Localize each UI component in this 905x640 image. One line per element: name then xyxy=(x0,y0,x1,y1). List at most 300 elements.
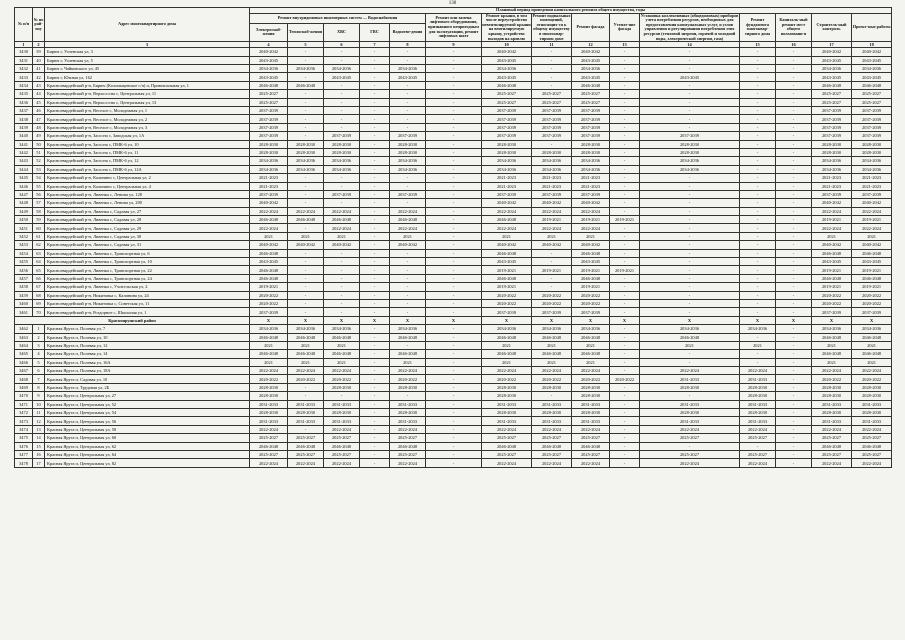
table-row xyxy=(15,199,892,207)
table-cell: - xyxy=(740,165,776,173)
table-cell: 2034-2036 xyxy=(640,325,740,333)
table-cell: - xyxy=(740,56,776,64)
table-cell: 2037-2039 xyxy=(572,132,610,140)
table-cell: 2028-2030 xyxy=(324,383,360,391)
table-cell: - xyxy=(532,274,572,282)
table-cell: 4 xyxy=(33,350,45,358)
table-cell: - xyxy=(360,383,390,391)
table-cell: 2046-2048 xyxy=(250,216,288,224)
table-cell: 8 xyxy=(33,383,45,391)
table-cell: 2043-2045 xyxy=(482,56,532,64)
table-cell: 2034-2036 xyxy=(288,65,324,73)
table-cell: - xyxy=(610,308,640,316)
table-cell: - xyxy=(324,106,360,114)
address-cell: Красногвардейский р-н, Ливенка с, Учительская ул, 2 xyxy=(45,283,250,291)
table-cell: - xyxy=(640,358,740,366)
table-cell: 2040-2042 xyxy=(572,199,610,207)
table-cell: 2022-2024 xyxy=(482,207,532,215)
table-cell: - xyxy=(640,90,740,98)
address-cell: Красная Яруга п, Центральная ул, 58 xyxy=(45,425,250,433)
table-cell: 2043-2045 xyxy=(390,73,426,81)
table-cell: - xyxy=(776,258,812,266)
table-cell: 2034-2036 xyxy=(482,157,532,165)
table-cell: - xyxy=(360,140,390,148)
table-cell: 2022-2024 xyxy=(288,459,324,467)
table-cell: - xyxy=(360,90,390,98)
table-cell: - xyxy=(610,392,640,400)
table-cell: - xyxy=(360,190,390,198)
table-cell: - xyxy=(610,190,640,198)
table-cell: 15 xyxy=(33,442,45,450)
table-cell: 2020-2022 xyxy=(812,375,852,383)
table-cell: 2037-2039 xyxy=(640,132,740,140)
column-number: 8 xyxy=(390,42,426,48)
column-number: 6 xyxy=(324,42,360,48)
table-cell: 2022-2024 xyxy=(482,425,532,433)
column-number: 17 xyxy=(812,42,852,48)
table-row xyxy=(15,434,892,442)
table-cell: 3468 xyxy=(15,375,33,383)
table-cell: - xyxy=(640,56,740,64)
table-cell: - xyxy=(532,65,572,73)
table-cell: - xyxy=(776,216,812,224)
table-cell: 2021-2023 xyxy=(482,174,532,182)
table-row xyxy=(15,283,892,291)
table-cell: 2034-2036 xyxy=(572,325,610,333)
table-cell: 2025-2027 xyxy=(288,451,324,459)
table-cell: - xyxy=(740,115,776,123)
table-cell: 2040-2042 xyxy=(390,241,426,249)
table-cell: 2046-2048 xyxy=(390,216,426,224)
table-cell: - xyxy=(324,48,360,56)
table-cell: 2022-2024 xyxy=(288,207,324,215)
column-number: 13 xyxy=(610,42,640,48)
table-cell: 2021 xyxy=(250,341,288,349)
table-cell: - xyxy=(360,224,390,232)
table-row xyxy=(15,451,892,459)
table-cell: 2020-2022 xyxy=(572,299,610,307)
table-cell: 3459 xyxy=(15,291,33,299)
table-cell: X xyxy=(610,316,640,324)
table-cell: 17 xyxy=(33,459,45,467)
table-cell: 2028-2030 xyxy=(572,409,610,417)
table-row xyxy=(15,409,892,417)
table-cell: 2037-2039 xyxy=(852,308,892,316)
table-cell: 2022-2024 xyxy=(812,207,852,215)
table-cell: - xyxy=(360,81,390,89)
table-cell: - xyxy=(360,409,390,417)
table-cell: 2028-2030 xyxy=(812,140,852,148)
table-cell: 2019-2021 xyxy=(812,266,852,274)
table-cell: 2021 xyxy=(740,341,776,349)
table-cell: 2046-2048 xyxy=(250,249,288,257)
table-cell: 2031-2033 xyxy=(640,400,740,408)
table-cell: 2022-2024 xyxy=(250,425,288,433)
table-cell: 2037-2039 xyxy=(852,123,892,131)
table-cell: - xyxy=(776,350,812,358)
table-cell: - xyxy=(426,115,482,123)
table-row xyxy=(15,383,892,391)
table-cell: 2021 xyxy=(812,341,852,349)
table-row xyxy=(15,333,892,341)
table-cell: 2034-2036 xyxy=(390,325,426,333)
table-cell: 2021 xyxy=(482,358,532,366)
table-cell: 2037-2039 xyxy=(532,123,572,131)
table-cell: 2046-2048 xyxy=(482,274,532,282)
table-cell: 2022-2024 xyxy=(812,459,852,467)
table-cell: 2034-2036 xyxy=(532,325,572,333)
header-design-works: Проект-ные работы xyxy=(852,13,892,42)
table-cell: X xyxy=(532,316,572,324)
table-cell: 2034-2036 xyxy=(482,165,532,173)
table-cell: 2019-2021 xyxy=(852,216,892,224)
table-cell: - xyxy=(390,308,426,316)
table-cell: 2046-2048 xyxy=(852,249,892,257)
table-cell: - xyxy=(610,132,640,140)
table-cell: 3448 xyxy=(15,199,33,207)
table-cell: - xyxy=(776,358,812,366)
table-cell: 2034-2036 xyxy=(250,325,288,333)
table-cell: 44 xyxy=(33,90,45,98)
table-cell: - xyxy=(360,358,390,366)
table-cell: - xyxy=(426,341,482,349)
table-cell: - xyxy=(776,148,812,156)
table-cell: 2046-2048 xyxy=(390,350,426,358)
table-cell: 2037-2039 xyxy=(532,106,572,114)
table-cell: - xyxy=(426,140,482,148)
table-cell: - xyxy=(776,417,812,425)
table-cell: - xyxy=(610,459,640,467)
table-cell: - xyxy=(776,174,812,182)
table-cell: 2031-2033 xyxy=(812,417,852,425)
table-cell: 2022-2024 xyxy=(852,367,892,375)
table-cell: - xyxy=(640,258,740,266)
table-cell: 2021-2023 xyxy=(482,182,532,190)
header-hot-water: ГВС xyxy=(360,23,390,41)
table-cell: 2022-2024 xyxy=(640,367,740,375)
table-cell: - xyxy=(740,106,776,114)
header-meters: Установка коллективных (общедомовых) приборов учета потребления ресурсов, необходимых для предоставления коммунальных услуг, и узлов управления и регулирования потребления этих ресурсов (тепловой энергии, горячей и холодной воды, электрической энергии, газа) xyxy=(640,13,739,41)
table-cell: 2037-2039 xyxy=(572,190,610,198)
table-cell: - xyxy=(640,283,740,291)
table-cell: 2028-2030 xyxy=(324,140,360,148)
table-cell: 2025-2027 xyxy=(532,90,572,98)
table-row xyxy=(15,241,892,249)
table-cell: - xyxy=(776,56,812,64)
table-cell: 2040-2042 xyxy=(852,199,892,207)
table-row xyxy=(15,392,892,400)
table-cell: - xyxy=(740,358,776,366)
table-cell: 2046-2048 xyxy=(250,333,288,341)
table-cell: - xyxy=(360,274,390,282)
table-cell: 2022-2024 xyxy=(482,224,532,232)
table-cell: - xyxy=(426,56,482,64)
table-cell: 2025-2027 xyxy=(482,90,532,98)
table-cell: 3463 xyxy=(15,333,33,341)
table-cell: 2025-2027 xyxy=(572,434,610,442)
table-cell: 2022-2024 xyxy=(852,207,892,215)
table-cell: 2046-2048 xyxy=(572,249,610,257)
table-cell: 68 xyxy=(33,291,45,299)
table-cell: 2022-2024 xyxy=(572,367,610,375)
table-cell: - xyxy=(640,350,740,358)
address-cell: Красногвардейский р-н, Ливенка с, Садовая ул, 29 xyxy=(45,224,250,232)
address-cell: Красногвардейский р-н, Бирюч (Коломыцевское с/п) п, Привокзальная ул, 1 xyxy=(45,81,250,89)
table-cell: 3475 xyxy=(15,434,33,442)
table-cell: - xyxy=(776,182,812,190)
table-cell: 2046-2048 xyxy=(390,333,426,341)
table-cell: 2040-2042 xyxy=(572,241,610,249)
table-cell: 62 xyxy=(33,241,45,249)
table-cell: - xyxy=(740,132,776,140)
table-cell: 2046-2048 xyxy=(812,249,852,257)
table-cell: - xyxy=(288,123,324,131)
address-cell: Красногвардейский р-н, Веселое с, Молодежная ул, 3 xyxy=(45,123,250,131)
table-cell: - xyxy=(610,148,640,156)
table-cell: - xyxy=(640,216,740,224)
table-cell: - xyxy=(324,291,360,299)
table-cell: 2037-2039 xyxy=(532,308,572,316)
table-cell: - xyxy=(426,224,482,232)
table-cell: 2028-2030 xyxy=(390,383,426,391)
table-cell: - xyxy=(740,308,776,316)
table-cell: 2028-2030 xyxy=(532,383,572,391)
table-cell: - xyxy=(776,274,812,282)
table-cell: 2034-2036 xyxy=(572,65,610,73)
table-cell: - xyxy=(360,165,390,173)
table-cell: 2019-2021 xyxy=(572,283,610,291)
table-cell: 5 xyxy=(33,358,45,366)
table-cell: - xyxy=(426,308,482,316)
table-cell: 2046-2048 xyxy=(482,350,532,358)
address-cell: Красная Яруга п, Полевая ул, 7 xyxy=(45,325,250,333)
header-rayon-no: № по рай-ону xyxy=(33,8,45,42)
table-cell: - xyxy=(640,199,740,207)
table-cell: 2025-2027 xyxy=(640,434,740,442)
table-cell: - xyxy=(610,98,640,106)
table-row xyxy=(15,375,892,383)
table-cell: - xyxy=(288,383,324,391)
table-cell: 2031-2033 xyxy=(390,417,426,425)
address-cell: Красногвардейский р-н, Ливенка с, Садовая ул, 31 xyxy=(45,241,250,249)
table-cell: 3465 xyxy=(15,350,33,358)
table-cell: - xyxy=(776,165,812,173)
table-cell: - xyxy=(610,90,640,98)
table-cell: 2046-2048 xyxy=(288,81,324,89)
table-cell: 2031-2033 xyxy=(640,375,740,383)
table-cell: 2040-2042 xyxy=(250,48,288,56)
table-cell: 2031-2033 xyxy=(532,400,572,408)
table-cell: - xyxy=(426,249,482,257)
table-cell: 2028-2030 xyxy=(640,148,740,156)
table-cell: 2019-2021 xyxy=(482,266,532,274)
table-row xyxy=(15,207,892,215)
table-cell: 6 xyxy=(33,367,45,375)
table-cell: 2031-2033 xyxy=(482,417,532,425)
address-cell: Красногвардейский р-н, Ливенка с, Ленина ул, 128 xyxy=(45,190,250,198)
table-cell: 2028-2030 xyxy=(640,140,740,148)
table-cell: - xyxy=(776,425,812,433)
table-cell: 2034-2036 xyxy=(852,157,892,165)
table-row xyxy=(15,299,892,307)
table-cell: 14 xyxy=(33,434,45,442)
table-cell: 2031-2033 xyxy=(532,417,572,425)
table-cell: 3472 xyxy=(15,409,33,417)
table-cell: 2019-2021 xyxy=(812,283,852,291)
table-cell: - xyxy=(610,106,640,114)
table-cell: 3473 xyxy=(15,417,33,425)
table-cell: - xyxy=(360,258,390,266)
table-cell: 3443 xyxy=(15,157,33,165)
table-cell: 2021-2023 xyxy=(532,182,572,190)
table-cell: - xyxy=(610,434,640,442)
table-cell: 3447 xyxy=(15,190,33,198)
table-cell: - xyxy=(360,325,390,333)
table-cell: - xyxy=(740,333,776,341)
table-row xyxy=(15,106,892,114)
table-cell: 3453 xyxy=(15,241,33,249)
address-cell: Бирюч г, Южная ул, 162 xyxy=(45,73,250,81)
table-cell: - xyxy=(426,400,482,408)
table-cell: - xyxy=(288,106,324,114)
table-cell: 2022-2024 xyxy=(812,425,852,433)
table-cell: 2046-2048 xyxy=(482,442,532,450)
table-cell: 2040-2042 xyxy=(250,199,288,207)
table-cell: 2025-2027 xyxy=(812,98,852,106)
table-row xyxy=(15,224,892,232)
table-cell: - xyxy=(532,73,572,81)
table-cell: 2022-2024 xyxy=(572,459,610,467)
table-cell: - xyxy=(776,98,812,106)
table-cell: 2043-2045 xyxy=(640,73,740,81)
table-cell: - xyxy=(776,140,812,148)
table-cell: - xyxy=(610,48,640,56)
table-cell: 2028-2030 xyxy=(812,392,852,400)
table-cell: X xyxy=(250,316,288,324)
header-elevator: Ремонт или замена лифтового оборудования, признанного непригодным для эксплуатации, ремонт лифтовых шахт xyxy=(426,13,482,42)
address-cell: Красногвардейский р-н, Никитовка с, Советская ул, 11 xyxy=(45,299,250,307)
table-cell: - xyxy=(776,48,812,56)
table-cell: 3431 xyxy=(15,56,33,64)
table-cell: 3437 xyxy=(15,106,33,114)
table-cell: 2037-2039 xyxy=(482,106,532,114)
column-number: 4 xyxy=(250,42,288,48)
table-cell: 3446 xyxy=(15,182,33,190)
table-cell: 2031-2033 xyxy=(852,400,892,408)
table-cell: 2022-2024 xyxy=(324,207,360,215)
table-cell: - xyxy=(776,241,812,249)
table-row xyxy=(15,190,892,198)
table-cell: 2037-2039 xyxy=(324,190,360,198)
table-cell: - xyxy=(640,65,740,73)
table-cell: 65 xyxy=(33,266,45,274)
table-cell: - xyxy=(740,98,776,106)
table-cell: 10 xyxy=(33,400,45,408)
table-cell: X xyxy=(740,316,776,324)
table-cell: - xyxy=(610,358,640,366)
table-cell: 2037-2039 xyxy=(324,132,360,140)
table-cell: 2037-2039 xyxy=(390,190,426,198)
table-cell: 2022-2024 xyxy=(390,367,426,375)
table-cell: - xyxy=(640,48,740,56)
table-cell: 2025-2027 xyxy=(324,451,360,459)
table-cell: - xyxy=(324,199,360,207)
column-number: 11 xyxy=(532,42,572,48)
address-cell: Красная Яруга п, Центральная ул, 62 xyxy=(45,442,250,450)
table-cell: 2021 xyxy=(324,232,360,240)
table-cell: 2034-2036 xyxy=(482,65,532,73)
table-cell: 2031-2033 xyxy=(852,417,892,425)
table-cell: 2022-2024 xyxy=(852,224,892,232)
column-number: 7 xyxy=(360,42,390,48)
table-cell: 2037-2039 xyxy=(532,115,572,123)
table-cell: 2031-2033 xyxy=(288,400,324,408)
table-cell: 1 xyxy=(33,325,45,333)
table-cell: 3460 xyxy=(15,299,33,307)
table-cell: - xyxy=(610,56,640,64)
address-cell: Красногвардейский р-н, Ливенка с, Садовая ул, 27 xyxy=(45,207,250,215)
table-cell: - xyxy=(426,81,482,89)
district-row xyxy=(15,316,892,324)
table-cell: 2020-2022 xyxy=(390,375,426,383)
table-cell: 2028-2030 xyxy=(482,409,532,417)
table-cell: 2037-2039 xyxy=(812,123,852,131)
table-cell: - xyxy=(360,375,390,383)
table-cell: - xyxy=(776,283,812,291)
table-cell: 3454 xyxy=(15,249,33,257)
table-cell: 2022-2024 xyxy=(572,224,610,232)
address-cell: Красногвардейский р-н, Засосна с, ПМК-6 ул, 12 xyxy=(45,157,250,165)
address-cell: Красная Яруга п, Центральная ул, 60 xyxy=(45,434,250,442)
table-cell: 2020-2022 xyxy=(482,291,532,299)
table-cell: - xyxy=(426,216,482,224)
table-cell: 2031-2033 xyxy=(812,400,852,408)
table-cell: 2028-2030 xyxy=(288,140,324,148)
table-cell: 2037-2039 xyxy=(482,115,532,123)
table-cell: 2025-2027 xyxy=(812,90,852,98)
table-cell: - xyxy=(740,65,776,73)
table-cell: 2020-2022 xyxy=(482,375,532,383)
address-cell: Красногвардейский р-н, Веселое с, Молодежная ул, 1 xyxy=(45,106,250,114)
table-cell: - xyxy=(360,132,390,140)
table-cell: - xyxy=(776,308,812,316)
table-cell: - xyxy=(288,274,324,282)
table-cell: 2025-2027 xyxy=(390,434,426,442)
table-cell: 2037-2039 xyxy=(812,190,852,198)
table-cell: 3455 xyxy=(15,258,33,266)
table-cell: 54 xyxy=(33,174,45,182)
table-cell: X xyxy=(324,316,360,324)
table-cell: 11 xyxy=(33,409,45,417)
table-cell: 2046-2048 xyxy=(250,274,288,282)
table-cell: - xyxy=(740,299,776,307)
table-cell: - xyxy=(640,106,740,114)
table-cell: - xyxy=(776,73,812,81)
table-cell: - xyxy=(610,367,640,375)
table-cell: 2020-2022 xyxy=(324,375,360,383)
table-cell: - xyxy=(740,90,776,98)
table-cell: - xyxy=(288,73,324,81)
table-cell: - xyxy=(360,106,390,114)
table-cell: 3436 xyxy=(15,98,33,106)
table-cell: 2022-2024 xyxy=(532,425,572,433)
table-cell: 7 xyxy=(33,375,45,383)
table-cell: - xyxy=(740,350,776,358)
table-cell: - xyxy=(324,123,360,131)
table-cell: 3440 xyxy=(15,132,33,140)
table-cell: 2046-2048 xyxy=(852,81,892,89)
table-row xyxy=(15,274,892,282)
